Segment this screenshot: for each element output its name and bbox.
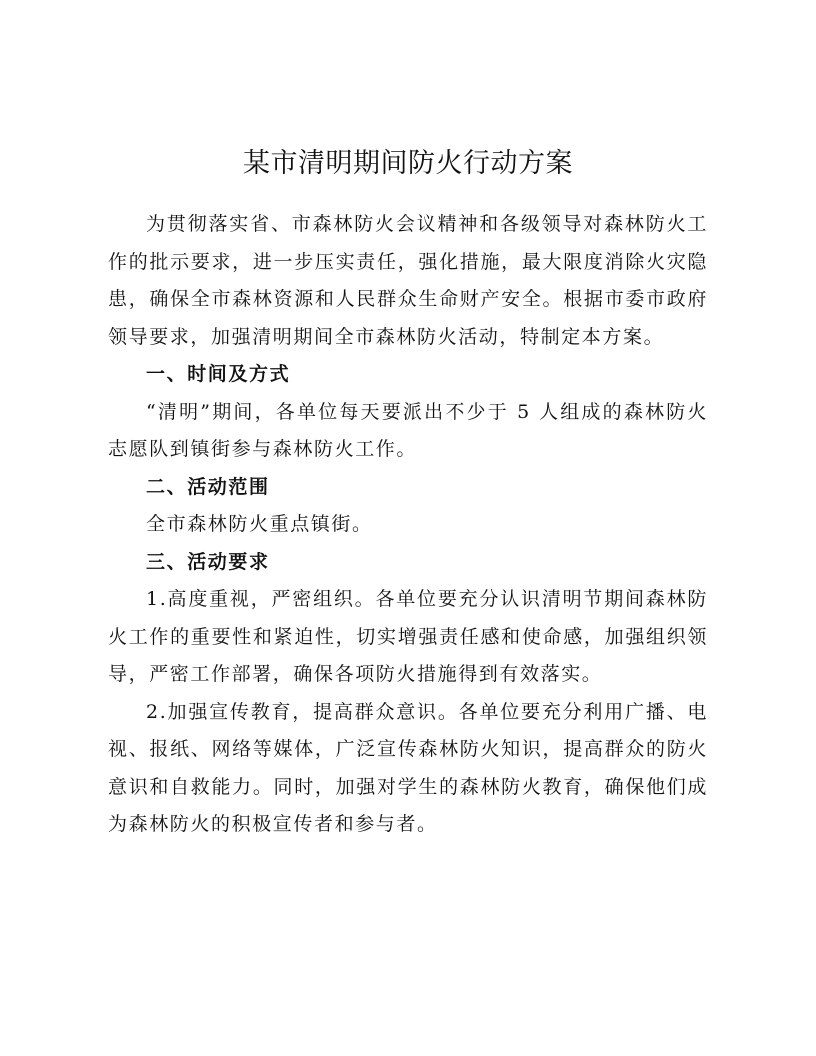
- intro-paragraph: 为贯彻落实省、市森林防火会议精神和各级领导对森林防火工作的批示要求，进一步压实责任，强化措施，最大限度消除火灾隐患，确保全市森林资源和人民群众生命财产安全。根据市委市政府领导要求，加强清明期间全市森林防火活动，特制定本方案。: [108, 213, 708, 348]
- section-paragraph: 全市森林防火重点镇街。: [146, 513, 373, 535]
- document-body: [108, 206, 708, 844]
- section-heading-time-method: 一、时间及方式: [146, 363, 291, 385]
- document-title: 某市清明期间防火行动方案: [243, 148, 573, 179]
- section-paragraph: “清明”期间，各单位每天要派出不少于 5 人组成的森林防火志愿队到镇街参与森林防火工作。: [108, 400, 708, 460]
- section-heading-scope: 二、活动范围: [146, 475, 270, 498]
- section-heading-requirements: 三、活动要求: [146, 550, 270, 573]
- section-paragraph: 2.加强宣传教育，提高群众意识。各单位要充分利用广播、电视、报纸、网络等媒体，广泛宣传森林防火知识，提高群众的防火意识和自救能力。同时，加强对学生的森林防火教育，确保他们成为森林防火的积极宣传者和参与者。: [108, 700, 708, 835]
- section-paragraph: 1.高度重视，严密组织。各单位要充分认识清明节期间森林防火工作的重要性和紧迫性，切实增强责任感和使命感，加强组织领导，严密工作部署，确保各项防火措施得到有效落实。: [108, 588, 708, 685]
